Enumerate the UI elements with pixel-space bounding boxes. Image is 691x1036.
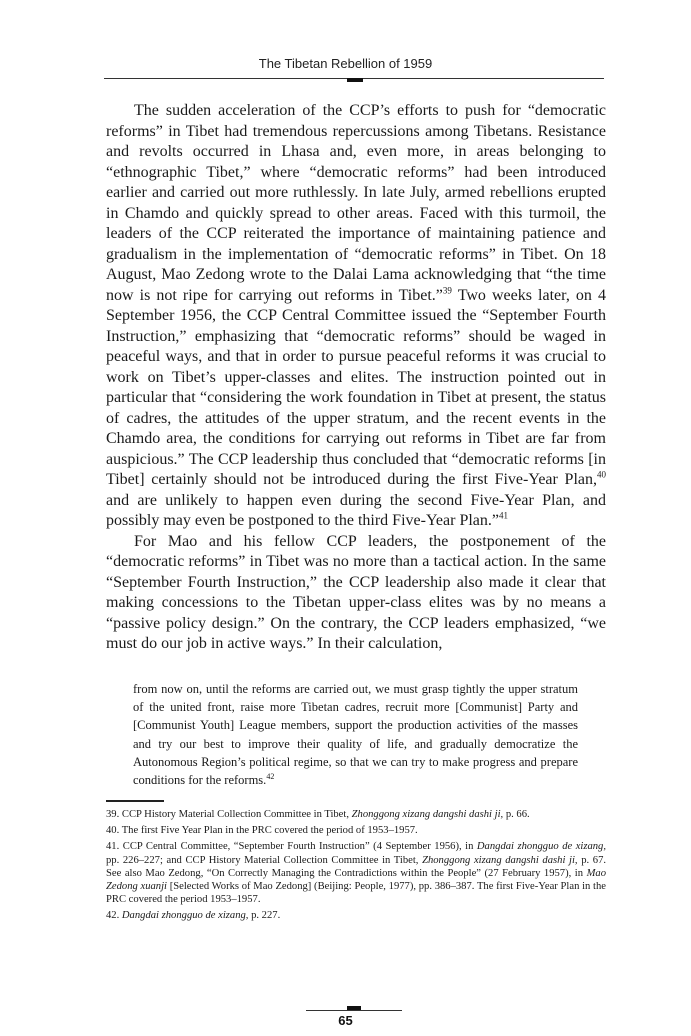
running-header: The Tibetan Rebellion of 1959 <box>258 56 433 71</box>
paragraph-2 <box>106 532 606 655</box>
footnote-title: Mao Zedong xuanji <box>106 867 606 893</box>
footnote-number: 42. <box>106 910 120 922</box>
footnote-number: 40. <box>106 825 120 837</box>
footnote-title: Zhonggong xizang dangshi dashi ji, <box>422 854 578 866</box>
footnote-text: p. 227. <box>248 910 281 922</box>
footnote-text: p. 66. <box>503 809 530 820</box>
footnote-ref-39[interactable]: 39 <box>442 285 452 296</box>
footnote-ref-41[interactable]: 41 <box>498 510 508 521</box>
footer-tab-mark <box>347 1006 361 1010</box>
block-quote <box>133 680 578 789</box>
footnotes <box>106 808 606 926</box>
footnote-ref-40[interactable]: 40 <box>597 469 606 480</box>
footnote-text: CCP History Material Collection Committee in Tibet, <box>119 809 352 820</box>
main-text <box>106 101 606 655</box>
footnote-40 <box>106 824 606 837</box>
paragraph-1-text-a: The sudden acceleration of the CCP’s efforts to push for “democratic reforms” in Tibet had tremendous repercussions among Tibetans. Resistance and revolts occurred in Lhasa and, even more, in areas belonging to “ethnographic Tibet,” where “democratic reforms” had been introduced earlier and carried out more ruthlessly. In late July, armed rebellions erupted in Chamdo and quickly spread to other areas. Faced with this turmoil, the leaders of the CCP reiterated the importance of maintaining patience and gradualism in the implementation of “democratic reforms” in Tibet. On 18 August, Mao Zedong wrote to the Dalai Lama acknowledging that “the time now is not ripe for carrying out reforms in Tibet.” <box>106 102 606 304</box>
footer-rule <box>306 1010 402 1011</box>
footnote-text: p. 67. See also Mao Zedong, “On Correctly Managing the Contradictions within the People” (27 February 1957), in <box>106 854 607 879</box>
block-quote-text: from now on, until the reforms are carried out, we must grasp tightly the upper stratum of the united front, raise more Tibetan cadres, recruit more [Communist] Party and [Communist Youth] League members, support the production activities of the masses and try our best to improve their quality of life, and gradually democratize the Autonomous Region’s political regime, so that we can try to make progress and prepare conditions for the reforms. <box>133 682 578 788</box>
footnote-42 <box>106 909 606 922</box>
footnote-rule <box>106 800 164 802</box>
paragraph-2-text: For Mao and his fellow CCP leaders, the postponement of the “democratic reforms” in Tibet was no more than a tactical action. In the same “September Fourth Instruction,” the CCP leadership also made it clear that making concessions to the Tibetan upper-class elites was by no means a “passive policy design.” On the contrary, the CCP leaders emphasized, “we must do our job in active ways.” In their calculation, <box>106 532 606 652</box>
paragraph-1-text-c: and are unlikely to happen even during the second Five-Year Plan, and possibly may even be postponed to the third Five-Year Plan.” <box>106 491 606 529</box>
page-number: 65 <box>338 1013 353 1028</box>
footnote-text: The first Five Year Plan in the PRC covered the period of 1953–1957. <box>119 825 418 837</box>
paragraph-1-text-b: Two weeks later, on 4 September 1956, the CCP Central Committee issued the “September Fourth Instruction,” emphasizing that “democratic reforms” should be waged in peaceful ways, and that in order to pursue peaceful reforms it was crucial to work on Tibet’s upper-classes and elites. The instruction pointed out in particular that “considering the work foundation in Tibet at present, the status of cadres, the attitudes of the upper stratum, and the recent events in the Chamdo area, the conditions for carrying out reforms in Tibet are far from auspicious.” The CCP leadership thus concluded that “democratic reforms [in Tibet] certainly should not be introduced during the first Five-Year Plan, <box>106 286 607 488</box>
header-tab-mark <box>347 78 363 82</box>
footnote-number: 41. <box>106 841 120 853</box>
footnote-text: pp. 226–227; and CCP History Material Collection Committee in Tibet, <box>106 854 423 866</box>
footnote-text: [Selected Works of Mao Zedong] (Beijing: People, 1977), pp. 386–387. The first Five-Year Plan in the PRC covered the period 1953–1957. <box>106 881 606 906</box>
footnote-ref-42[interactable]: 42 <box>266 771 275 781</box>
footnote-41 <box>106 840 606 906</box>
footnote-39 <box>106 808 606 821</box>
paragraph-1 <box>106 101 606 532</box>
footnote-title: Zhonggong xizang dangshi dashi ji, <box>351 809 504 820</box>
footnote-title: Dangdai zhongguo de xizang, <box>121 910 249 922</box>
footnote-title: Dangdai zhongguo de xizang, <box>476 841 606 853</box>
footnote-number: 39. <box>106 809 120 820</box>
footnote-text: CCP Central Committee, “September Fourth Instruction” (4 September 1956), in <box>119 841 477 853</box>
